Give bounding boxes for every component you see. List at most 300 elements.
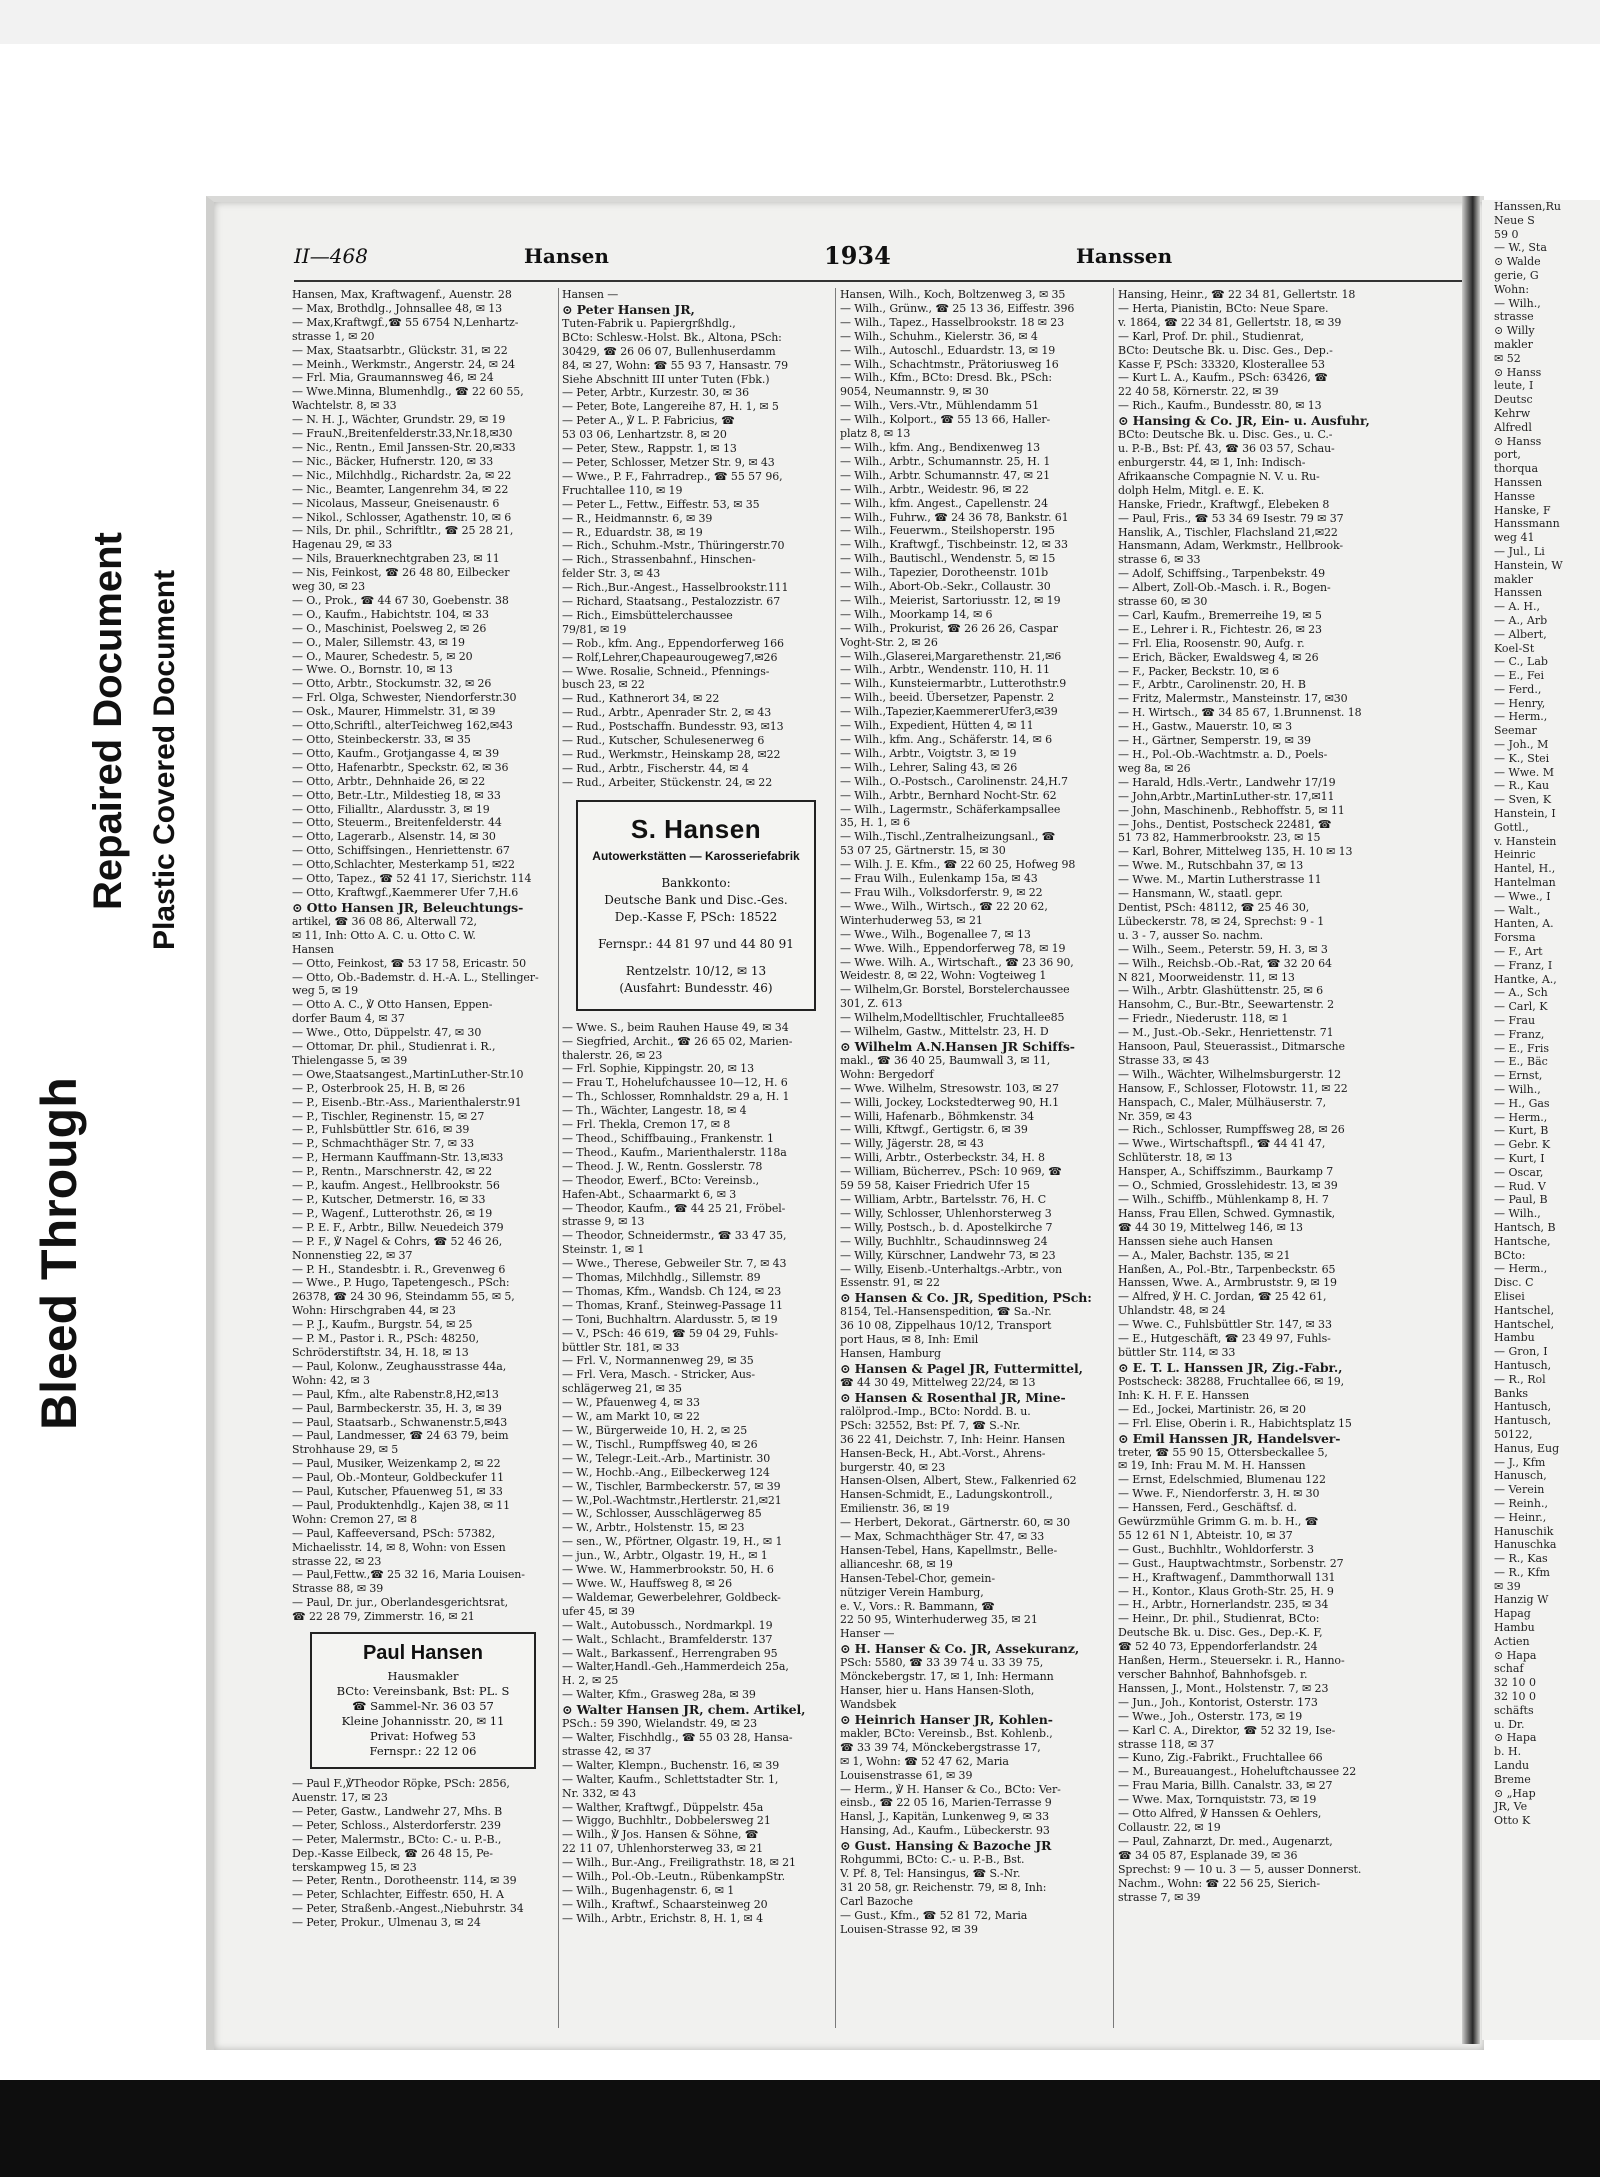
fragment-line: ⊙ Hanss (1494, 434, 1542, 448)
fragment-line: — Paul, B (1494, 1193, 1548, 1207)
directory-entry: — Nic., Milchhdlg., Richardstr. 2a, ✉ 22 (292, 468, 512, 482)
directory-entry: — P. F., ℣ Nagel & Cohrs, ☎ 52 46 26, (292, 1234, 503, 1248)
fragment-line: port, (1494, 448, 1521, 462)
directory-entry: u. P.-B., Bst: Pf. 43, ☎ 36 03 57, Schau- (1118, 442, 1335, 456)
fragment-line: — Gron, I (1494, 1345, 1548, 1359)
directory-entry: Wohn: 42, ✉ 3 (292, 1373, 370, 1387)
fragment-line: Koel-St (1494, 641, 1535, 655)
label-plastic-covered-document: Plastic Covered Document (148, 569, 181, 950)
directory-entry: Nr. 332, ✉ 43 (562, 1786, 637, 1800)
directory-entry: Hanßen, Herm., Steuersekr. i. R., Hanno- (1118, 1654, 1345, 1668)
directory-entry: — Wwe. W., Hammerbrookstr. 50, H. 6 (562, 1563, 774, 1577)
label-bleed-through: Bleed Through (31, 1077, 87, 1430)
directory-entry: — Theod. J. W., Rentn. Gosslerstr. 78 (562, 1159, 763, 1173)
fragment-line: Hanstein, I (1494, 807, 1556, 821)
directory-entry: Hanssen, Wwe. A., Armbruststr. 9, ✉ 19 (1118, 1276, 1337, 1290)
ad-line: Dep.-Kasse F, PSch: 18522 (614, 909, 778, 924)
directory-entry: — P. E. F., Arbtr., Billw. Neuedeich 379 (292, 1220, 504, 1234)
directory-entry: ⊙ Hansen & Co. JR, Spedition, PSch: (840, 1290, 1092, 1306)
directory-entry: — Willy, Postsch., b. d. Apostelkirche 7 (840, 1220, 1053, 1234)
directory-entry: — N. H. J., Wächter, Grundstr. 29, ✉ 19 (292, 413, 506, 427)
fragment-line: Alfredl (1494, 420, 1532, 434)
directory-entry: BCto: Deutsche Bk. u. Disc. Ges., u. C.- (1118, 428, 1333, 442)
fragment-line: — Gebr. K (1494, 1138, 1551, 1152)
fragment-line: gerie, G (1494, 268, 1539, 282)
directory-entry: — Frl. V., Normannenweg 29, ✉ 35 (562, 1354, 754, 1368)
directory-entry: — Otto, Kraftwgf.,Kaemmerer Ufer 7,H.6 (292, 885, 519, 899)
directory-entry: — Thomas, Kfm., Wandsb. Ch 124, ✉ 23 (562, 1284, 782, 1298)
directory-entry: 22 50 95, Winterhuderweg 35, ✉ 21 (840, 1613, 1038, 1627)
directory-entry: — R., Heidmannstr. 6, ✉ 39 (562, 511, 713, 525)
ad-line: Bankkonto: (661, 875, 731, 890)
directory-entry: — Otto, Kaufm., Grotjangasse 4, ✉ 39 (292, 746, 499, 760)
fragment-line: Elisei (1494, 1289, 1525, 1303)
fragment-line: ⊙ Walde (1494, 255, 1541, 269)
directory-entry: — Wwe. M., Rutschbahn 37, ✉ 13 (1118, 859, 1304, 873)
directory-entry: PSch: 5580, ☎ 33 39 74 u. 33 39 75, (840, 1656, 1044, 1670)
directory-entry: — Wilh., ℣ Jos. Hansen & Söhne, ☎ (562, 1828, 759, 1842)
directory-entry: — Max, Brothdlg., Johnsallee 48, ✉ 13 (292, 301, 503, 315)
directory-entry: strasse 42, ✉ 37 (562, 1744, 652, 1758)
fragment-line: Hantsche, (1494, 1234, 1551, 1248)
directory-entry: — W.,Pol.-Wachtmstr.,Hertlerstr. 21,✉21 (562, 1493, 782, 1507)
fragment-line: — A., Arb (1494, 613, 1548, 627)
directory-entry: — Osk., Maurer, Himmelstr. 31, ✉ 39 (292, 705, 496, 719)
fragment-line: — A., Sch (1494, 986, 1548, 1000)
directory-entry: — Otto, Filialltr., Alardusstr. 3, ✉ 19 (292, 802, 490, 816)
fragment-line: Hanusch, (1494, 1469, 1547, 1483)
fragment-line: Hantusch, (1494, 1400, 1552, 1414)
right-keyword: Hanssen (1076, 244, 1173, 268)
directory-entry: — Karl, Bohrer, Mittelweg 135, H. 10 ✉ 13 (1118, 845, 1353, 859)
directory-entry: felder Str. 3, ✉ 43 (562, 567, 661, 581)
fragment-line: — Carl, K (1494, 1000, 1548, 1014)
directory-entry: Hanser, hier u. Hans Hansen-Sloth, (840, 1684, 1035, 1698)
directory-entry: — Nic., Bäcker, Hufnerstr. 120, ✉ 33 (292, 454, 494, 468)
directory-entry: — Otto, Lagerarb., Alsenstr. 14, ✉ 30 (292, 830, 496, 844)
directory-entry: — H., Arbtr., Hornerlandstr. 235, ✉ 34 (1118, 1598, 1329, 1612)
directory-entry: — Rich., Schuhm.-Mstr., Thüringerstr.70 (562, 539, 785, 553)
directory-entry: — Wilh., Pol.-Ob.-Leutn., RübenkampStr. (562, 1870, 785, 1884)
directory-entry: — Max,Kraftwgf.,☎ 55 6754 N,Lenhartz- (292, 315, 519, 329)
directory-entry: — Wilh., Moorkamp 14, ✉ 6 (840, 607, 993, 621)
directory-entry: — Wilh., kfm. Ang., Bendixenweg 13 (840, 440, 1041, 454)
directory-page (206, 196, 1484, 2050)
directory-entry: 51 73 82, Hammerbrookstr. 23, ✉ 15 (1118, 831, 1321, 845)
fragment-line: — K., Stei (1494, 751, 1550, 765)
directory-entry: — Rich.,Bur.-Angest., Hasselbrookstr.111 (562, 581, 789, 595)
directory-entry: strasse 22, ✉ 23 (292, 1554, 382, 1568)
directory-entry: ⊙ Gust. Hansing & Bazoche JR (840, 1838, 1052, 1854)
directory-entry: Kasse F, PSch: 33320, Klosterallee 53 (1118, 357, 1325, 371)
directory-entry: ☎ 22 28 79, Zimmerstr. 16, ✉ 21 (292, 1610, 475, 1624)
directory-entry: — Walther, Kraftwgf., Düppelstr. 45a (562, 1800, 764, 1814)
fragment-line: — Wilh., (1494, 1083, 1541, 1096)
directory-entry: — Wilh., Bur.-Ang., Freiligrathstr. 18, ✉ 21 (562, 1856, 796, 1870)
directory-entry: — Wwe., Wirtschaftspfl., ☎ 44 41 47, (1118, 1137, 1326, 1151)
directory-entry: ✉ 11, Inh: Otto A. C. u. Otto C. W. (292, 928, 476, 942)
fragment-line: u. Dr. (1494, 1717, 1525, 1731)
directory-entry: — Wilh., Lehrer, Saling 43, ✉ 26 (840, 760, 1018, 774)
directory-entry: ☎ 52 40 73, Eppendorferlandstr. 24 (1118, 1640, 1318, 1654)
ad-line (588, 926, 804, 936)
directory-entry: — Wiggo, Buchhltr., Dobbelersweg 21 (562, 1814, 771, 1828)
directory-entry: weg 8a, ✉ 26 (1118, 761, 1191, 775)
fragment-line: Hanssen (1494, 475, 1543, 489)
directory-entry: — Peter, Schloss., Alsterdorferstr. 239 (292, 1818, 501, 1832)
directory-entry: — Herta, Pianistin, BCto: Neue Spare. (1118, 301, 1329, 315)
directory-entry: — Otto, Tapez., ☎ 52 41 17, Sierichstr. 114 (292, 872, 532, 886)
directory-year: 1934 (824, 241, 891, 270)
directory-entry: — Wilh., beeid. Übersetzer, Papenstr. 2 (840, 691, 1055, 705)
directory-entry: — Walter, Kaufm., Schlettstadter Str. 1, (562, 1772, 779, 1786)
directory-entry: — Max, Staatsarbtr., Glückstr. 31, ✉ 22 (292, 343, 508, 357)
fragment-line: Disc. C (1494, 1276, 1534, 1290)
directory-entry: 59 59 58, Kaiser Friedrich Ufer 15 (840, 1179, 1030, 1193)
directory-entry: ⊙ Hansen & Rosenthal JR, Mine- (840, 1389, 1066, 1405)
directory-entry: Wachtelstr. 8, ✉ 33 (292, 399, 397, 413)
directory-entry: — Frl. Thekla, Cremon 17, ✉ 8 (562, 1118, 731, 1132)
fragment-line: — R., Rol (1494, 1372, 1546, 1386)
directory-entry: — Theodor, Kaufm., ☎ 44 25 21, Fröbel- (562, 1201, 786, 1215)
fragment-line: Banks (1494, 1386, 1529, 1400)
ad-line: Fernspr.: 22 12 06 (369, 1744, 477, 1759)
ad-line: (Ausfahrt: Bundesstr. 46) (619, 980, 773, 995)
directory-entry: — Frl. Elia, Roosenstr. 90, Aufg. r. (1118, 636, 1305, 650)
directory-entry: — W., Hochb.-Ang., Eilbeckerweg 124 (562, 1465, 770, 1479)
fragment-line: Hansse (1494, 489, 1536, 503)
directory-entry: Schröderstiftstr. 34, H. 18, ✉ 13 (292, 1345, 469, 1359)
directory-entry: — Wilh., Grünw., ☎ 25 13 36, Eiffestr. 396 (840, 301, 1075, 315)
directory-entry: — Wilh., Prokurist, ☎ 26 26 26, Caspar (840, 621, 1058, 635)
fragment-line: Hanssen,Ru (1494, 200, 1561, 213)
directory-entry: — Wilh., Meierist, Sartoriusstr. 12, ✉ 19 (840, 593, 1061, 607)
fragment-line: ✉ 52 (1494, 351, 1521, 365)
fragment-line: — Herm., (1494, 1262, 1548, 1276)
directory-entry: — Max, Schmachthäger Str. 47, ✉ 33 (840, 1530, 1045, 1544)
fragment-line: Hanzig W (1494, 1593, 1549, 1607)
directory-entry: e. V., Vors.: R. Bammann, ☎ (840, 1599, 995, 1613)
fragment-line: — Wwe. M (1494, 765, 1554, 779)
ad-line: ☎ Sammel-Nr. 36 03 57 (352, 1699, 494, 1714)
fragment-line: — Oscar, (1494, 1165, 1544, 1179)
directory-entry: — Richard, Staatsang., Pestalozzistr. 67 (562, 595, 781, 609)
directory-entry: — Wilh., Abort-Ob.-Sekr., Collaustr. 30 (840, 580, 1051, 594)
directory-entry: Hansl, J., Kapitän, Lunkenweg 9, ✉ 33 (840, 1810, 1050, 1824)
directory-entry: — Peter, Stew., Rappstr. 1, ✉ 13 (562, 442, 737, 456)
directory-entry: — Willi, Jockey, Lockstedterweg 90, H.1 (840, 1095, 1059, 1109)
fragment-line: — Henry, (1494, 696, 1546, 710)
directory-entry: — Paul, Musiker, Weizenkamp 2, ✉ 22 (292, 1457, 501, 1471)
directory-entry: — Otto, Steinbeckerstr. 33, ✉ 35 (292, 733, 471, 746)
directory-entry: ☎ 44 30 49, Mittelweg 22/24, ✉ 13 (840, 1375, 1036, 1389)
directory-entry: — Wwe. W., Hauffsweg 8, ✉ 26 (562, 1576, 732, 1590)
directory-entry: — Willy, Eisenb.-Unterhaltgs.-Arbtr., von (840, 1262, 1063, 1276)
directory-entry: Hanser — (840, 1627, 895, 1641)
directory-entry: — Karl C. A., Direktor, ☎ 52 32 19, Ise- (1118, 1723, 1336, 1737)
directory-entry: — E., Lehrer i. R., Fichtestr. 26, ✉ 23 (1118, 622, 1322, 636)
directory-entry: — Wwe. O., Bornstr. 10, ✉ 13 (292, 663, 453, 677)
directory-entry: — Wwe., P. F., Fahrradrep., ☎ 55 57 96, (562, 469, 783, 483)
directory-entry: — Paul,Fettw.,☎ 25 32 16, Maria Louisen- (292, 1568, 525, 1582)
directory-entry: port Haus, ✉ 8, Inh: Emil (840, 1333, 979, 1347)
fragment-line: Actien (1494, 1634, 1530, 1648)
s-hansen-ad-title: S. Hansen (630, 813, 762, 844)
fragment-line: — Wilh., (1494, 1207, 1541, 1221)
label-repaired-document: Repaired Document (86, 532, 130, 910)
directory-entry: — Wilh.,Tapezier,KaemmererUfer3,✉39 (840, 705, 1058, 719)
directory-entry: — W., Tischler, Barmbeckerstr. 57, ✉ 39 (562, 1479, 781, 1493)
directory-entry: — Otto,Schriftl., alterTeichweg 162,✉43 (292, 719, 513, 733)
directory-entry: — Willi, Arbtr., Osterbeckstr. 34, H. 8 (840, 1151, 1045, 1165)
directory-entry: — Frau T., Hohelufchaussee 10—12, H. 6 (562, 1076, 788, 1090)
fragment-line: ✉ 39 (1494, 1579, 1521, 1593)
directory-entry: — Wilh., Kolport., ☎ 55 13 66, Haller- (840, 413, 1051, 427)
directory-entry: — Gust., Hauptwachtmstr., Sorbenstr. 27 (1118, 1556, 1344, 1570)
fragment-line: — Franz, I (1494, 958, 1553, 972)
directory-entry: — Wilh., Tapezier, Dorotheenstr. 101b (840, 566, 1049, 580)
directory-entry: — Paul, Produktenhdlg., Kajen 38, ✉ 11 (292, 1498, 510, 1512)
directory-entry: — Peter, Prokur., Ulmenau 3, ✉ 24 (292, 1916, 481, 1930)
directory-entry: — H., Pol.-Ob.-Wachtmstr. a. D., Poels- (1118, 748, 1328, 761)
directory-entry: — Paul, Zahnarzt, Dr. med., Augenarzt, (1118, 1834, 1333, 1848)
directory-entry: Dentist, PSch: 48112, ☎ 25 46 30, (1118, 900, 1310, 914)
fragment-line: — Frau (1494, 1014, 1536, 1028)
directory-entry: — Wilh., Bautischl., Wendenstr. 5, ✉ 15 (840, 552, 1056, 566)
directory-entry: Gewürzmühle Grimm G. m. b. H., ☎ (1118, 1515, 1319, 1529)
directory-entry: Lübeckerstr. 78, ✉ 24, Sprechst: 9 - 1 (1118, 914, 1325, 928)
directory-entry: ⊙ Hansing & Co. JR, Ein- u. Ausfuhr, (1118, 413, 1370, 429)
directory-entry: — Rud., Arbeiter, Stückenstr. 24, ✉ 22 (562, 775, 773, 789)
directory-entry: — Willi, Kftwgf., Gertigstr. 6, ✉ 39 (840, 1123, 1028, 1137)
directory-entry: — P., Wagenf., Lutterothstr. 26, ✉ 19 (292, 1206, 493, 1220)
directory-entry: Hansen-Olsen, Albert, Stew., Falkenried 62 (840, 1474, 1077, 1488)
directory-entry: — P., Fuhlsbüttler Str. 616, ✉ 39 (292, 1123, 470, 1137)
fragment-line: weg 41 (1494, 531, 1535, 545)
directory-entry: — Nikol., Schlosser, Agathenstr. 10, ✉ 6 (292, 510, 512, 524)
directory-entry: — Theod., Kaufm., Marienthalerstr. 118a (562, 1145, 787, 1159)
directory-entry: — John, Maschinenb., Rebhoffstr. 5, ✉ 11 (1118, 803, 1345, 817)
directory-entry: — Peter, Rentn., Dorotheenstr. 114, ✉ 39 (292, 1874, 517, 1888)
directory-entry: — Wilh., Schachtmstr., Prätoriusweg 16 (840, 357, 1059, 371)
directory-entry: Hansen, Wilh., Koch, Boltzenweg 3, ✉ 35 (840, 288, 1066, 301)
directory-entry: — Heinr., Dr. phil., Studienrat, BCto: (1118, 1612, 1320, 1626)
directory-entry: Hansing, Ad., Kaufm., Lübeckerstr. 93 (840, 1824, 1050, 1838)
directory-entry: — Wwe. Wilh. A., Wirtschaft., ☎ 23 36 90, (840, 955, 1074, 969)
directory-entry: — Paul, Barmbeckerstr. 35, H. 3, ✉ 39 (292, 1401, 502, 1415)
scanner-band-bottom (0, 2080, 1600, 2177)
fragment-line: — Ernst, (1494, 1069, 1543, 1083)
directory-entry: — Walt., Barkassenf., Herrengraben 95 (562, 1646, 778, 1660)
directory-entry: Deutsche Bk. u. Disc. Ges., Dep.-K. F, (1118, 1626, 1323, 1640)
directory-entry: — Herm., ℣ H. Hanser & Co., BCto: Ver- (840, 1782, 1061, 1796)
directory-entry: — Jun., Joh., Kontorist, Osterstr. 173 (1118, 1695, 1318, 1709)
directory-entry: — Wilhelm,Modelltischler, Fruchtallee85 (840, 1011, 1065, 1025)
directory-entry: — Wilh., kfm. Ang., Schäferstr. 14, ✉ 6 (840, 733, 1053, 746)
directory-entry: — Waldemar, Gewerbelehrer, Goldbeck- (562, 1590, 781, 1604)
directory-entry: — Wwe. M., Martin Lutherstrasse 11 (1118, 873, 1322, 887)
fragment-line: BCto: (1494, 1248, 1526, 1262)
fragment-line: strasse (1494, 310, 1534, 324)
directory-entry: — Frau Maria, Billh. Canalstr. 33, ✉ 27 (1118, 1779, 1333, 1793)
fragment-line: — H., Gas (1494, 1096, 1550, 1110)
directory-entry: — W., Arbtr., Holstenstr. 15, ✉ 23 (562, 1521, 745, 1535)
fragment-line: — E., Fris (1494, 1041, 1550, 1055)
directory-entry: Nonnenstieg 22, ✉ 37 (292, 1248, 413, 1262)
fragment-line: Hanske, F (1494, 503, 1551, 517)
directory-entry: ☎ 44 30 19, Mittelweg 146, ✉ 13 (1118, 1220, 1303, 1234)
directory-entry: — W., Bürgerweide 10, H. 2, ✉ 25 (562, 1424, 748, 1437)
directory-entry: ufer 45, ✉ 39 (562, 1604, 635, 1618)
directory-entry: — Wilh., Bugenhagenstr. 6, ✉ 1 (562, 1884, 735, 1897)
ad-line: Kleine Johannisstr. 20, ✉ 11 (341, 1714, 505, 1729)
directory-entry: — Paul, Ob.-Monteur, Goldbeckufer 11 (292, 1471, 505, 1485)
directory-entry: — Peter L., Fettw., Eiffestr. 53, ✉ 35 (562, 497, 760, 511)
fragment-line: Hantke, A., (1494, 972, 1557, 986)
directory-entry: — Otto,Schlachter, Mesterkamp 51, ✉22 (292, 858, 515, 872)
directory-entry: 9054, Neumannstr. 9, ✉ 30 (840, 385, 989, 399)
directory-entry: — Otto Alfred, ℣ Hanssen & Oehlers, (1118, 1807, 1322, 1821)
directory-entry: — Fritz, Malermstr., Mansteinstr. 17, ✉30 (1118, 692, 1348, 706)
directory-entry: — Wwe. S., beim Rauhen Hause 49, ✉ 34 (562, 1020, 789, 1034)
fragment-line: Hantelman (1494, 876, 1556, 890)
directory-entry: — Wwe., Wilh., Bogenallee 7, ✉ 13 (840, 927, 1031, 941)
directory-entry: — Paul, Kfm., alte Rabenstr.8,H2,✉13 (292, 1387, 499, 1401)
ad-line: Deutsche Bank und Disc.-Ges. (604, 892, 788, 907)
directory-entry: — Rud., Arbtr., Fischerstr. 44, ✉ 4 (562, 761, 749, 775)
fragment-line: JR, Ve (1494, 1800, 1528, 1814)
directory-entry: — Thomas, Kranf., Steinweg-Passage 11 (562, 1298, 783, 1312)
directory-entry: — Friedr., Niederustr. 118, ✉ 1 (1118, 1012, 1289, 1026)
directory-entry: Michaelisstr. 14, ✉ 8, Wohn: von Essen (292, 1540, 506, 1554)
directory-entry: — Paul, Staatsarb., Schwanenstr.5,✉43 (292, 1415, 508, 1429)
directory-entry: büttler Str. 181, ✉ 33 (562, 1340, 680, 1354)
directory-entry: — Wilh., kfm. Angest., Capellenstr. 24 (840, 496, 1048, 510)
ad-line: Privat: Hofweg 53 (370, 1729, 476, 1744)
directory-entry: — Willy, Jägerstr. 28, ✉ 43 (840, 1137, 984, 1151)
directory-entry: — Wilh.,Glaserei,Margarethenstr. 21,✉6 (840, 649, 1062, 663)
fragment-line: Hantschel, (1494, 1303, 1555, 1317)
directory-entry: — Wilh., Autoschl., Eduardstr. 13, ✉ 19 (840, 343, 1056, 357)
directory-entry: — Siegfried, Archit., ☎ 26 65 02, Marien- (562, 1034, 793, 1048)
directory-entry: 84, ✉ 27, Wohn: ☎ 55 93 7, Hansastr. 79 (562, 358, 789, 372)
ad-line: Fernspr.: 44 81 97 und 44 80 91 (598, 936, 794, 951)
fragment-line: 59 0 (1494, 227, 1519, 241)
directory-entry: — Th., Schlosser, Romnhaldstr. 29 a, H. 1 (562, 1090, 790, 1104)
directory-entry: — M., Just.-Ob.-Sekr., Henriettenstr. 71 (1118, 1026, 1334, 1040)
fragment-line: — C., Lab (1494, 655, 1548, 669)
directory-entry: 8154, Tel.-Hansenspedition, ☎ Sa.-Nr. (840, 1305, 1052, 1319)
directory-entry: — William, Bücherrev., PSch: 10 969, ☎ (840, 1165, 1062, 1179)
directory-entry: — Wwe. Max, Tornquiststr. 73, ✉ 19 (1118, 1793, 1317, 1807)
directory-entry: — V., PSch: 46 619, ☎ 59 04 29, Fuhls- (562, 1326, 778, 1340)
directory-entry: — Nis, Feinkost, ☎ 26 48 80, Eilbecker (292, 566, 510, 580)
book-spine (1462, 196, 1480, 2044)
directory-entry: ⊙ Wilhelm A.N.Hansen JR Schiffs- (840, 1038, 1075, 1054)
directory-entry: 55 12 61 N 1, Abteistr. 10, ✉ 37 (1118, 1528, 1293, 1542)
fragment-line: Hambu (1494, 1331, 1535, 1345)
directory-entry: — Peter, Malermstr., BCto: C.- u. P.-B., (292, 1832, 502, 1846)
directory-entry: 79/81, ✉ 19 (562, 622, 627, 636)
fragment-line: — Rud. V (1494, 1179, 1546, 1193)
directory-entry: Essenstr. 91, ✉ 22 (840, 1276, 940, 1290)
column-3 (840, 288, 1108, 2028)
directory-entry: — Nic., Rentn., Emil Janssen-Str. 20,✉33 (292, 440, 516, 454)
fragment-line: Deutsc (1494, 393, 1533, 407)
directory-entry: — P., Schmachthäger Str. 7, ✉ 33 (292, 1137, 475, 1151)
directory-entry: Hanssen siehe auch Hansen (1118, 1234, 1273, 1248)
directory-entry: — Carl, Kaufm., Bremerreihe 19, ✉ 5 (1118, 608, 1322, 622)
directory-entry: — Wilh., O.-Postsch., Carolinenstr. 24,H.7 (840, 774, 1068, 788)
fragment-line: — J., Kfm (1494, 1455, 1546, 1469)
directory-entry: — F., Packer, Beckstr. 10, ✉ 6 (1118, 664, 1279, 678)
directory-entry: Hanßen, A., Pol.-Btr., Tarpenbeckstr. 65 (1118, 1262, 1336, 1276)
directory-entry: — Peter, Schlachter, Eiffestr. 650, H. A (292, 1888, 504, 1902)
directory-entry: — Wilh., Feuerwm., Steilshoperstr. 195 (840, 524, 1055, 538)
directory-entry: — P., Kutscher, Detmerstr. 16, ✉ 33 (292, 1193, 486, 1206)
fragment-line: Wohn: (1494, 282, 1530, 296)
fragment-line: — R., Kau (1494, 779, 1550, 793)
fragment-line: — Franz, (1494, 1027, 1545, 1041)
fragment-line: — E., Fei (1494, 669, 1545, 683)
directory-entry: — H., Gärtner, Semperstr. 19, ✉ 39 (1118, 734, 1311, 748)
directory-entry: — FrauN.,Breitenfelderstr.33,Nr.18,✉30 (292, 427, 513, 441)
directory-entry: — Rud., Arbtr., Apenrader Str. 2, ✉ 43 (562, 706, 772, 720)
directory-entry: — Willy, Kürschner, Landwehr 73, ✉ 23 (840, 1248, 1056, 1262)
directory-entry: Hagenau 29, ✉ 33 (292, 538, 393, 552)
directory-entry: burgerstr. 40, ✉ 23 (840, 1460, 946, 1474)
fragment-line: Hapag (1494, 1607, 1531, 1621)
fragment-line: Hantel, H., (1494, 862, 1556, 876)
fragment-line: — Albert, (1494, 627, 1547, 641)
fragment-line: ⊙ Hapa (1494, 1731, 1537, 1745)
directory-entry: Uhlandstr. 48, ✉ 24 (1118, 1304, 1226, 1318)
directory-entry: — Wwe., Joh., Osterstr. 173, ✉ 19 (1118, 1709, 1303, 1723)
fragment-line: — Wilh., (1494, 296, 1541, 310)
directory-entry: — Nic., Beamter, Langenrehm 34, ✉ 22 (292, 482, 509, 496)
fragment-line: ⊙ Willy (1494, 324, 1535, 338)
directory-entry: 22 11 07, Uhlenhorsterweg 33, ✉ 21 (562, 1842, 764, 1856)
directory-entry: — Paul, Fris., ☎ 53 34 69 Isestr. 79 ✉ 37 (1118, 511, 1344, 525)
directory-entry: — Otto, Hafenarbtr., Speckstr. 62, ✉ 36 (292, 760, 509, 774)
fragment-line: Hantsch, B (1494, 1220, 1556, 1234)
directory-entry: 35, H. 1, ✉ 6 (840, 816, 910, 830)
directory-entry: makl., ☎ 36 40 25, Baumwall 3, ✉ 11, (840, 1053, 1051, 1067)
directory-entry: — Peter A., ℣ L. P. Fabricius, ☎ (562, 414, 735, 428)
directory-entry: — Frl. Sophie, Kippingstr. 20, ✉ 13 (562, 1062, 754, 1076)
directory-entry: Tuten-Fabrik u. Papiergrßhdlg., (562, 316, 736, 330)
directory-entry: — Wilh., Arbtr., Bernhard Nocht-Str. 62 (840, 788, 1057, 802)
directory-entry: — E., Hutgeschäft, ☎ 23 49 97, Fuhls- (1118, 1332, 1331, 1346)
directory-entry: Louisen-Strasse 92, ✉ 39 (840, 1922, 978, 1936)
directory-entry: — H., Gastw., Mauerstr. 10, ✉ 3 (1118, 720, 1292, 734)
directory-entry: — Walter, Klempn., Buchenstr. 16, ✉ 39 (562, 1758, 780, 1772)
directory-entry: ⊙ Heinrich Hanser JR, Kohlen- (840, 1711, 1053, 1727)
directory-entry: Nachm., Wohn: ☎ 22 56 25, Sierich- (1118, 1876, 1320, 1890)
directory-entry: Hansen, Max, Kraftwagenf., Auenstr. 28 (292, 288, 512, 301)
directory-entry: weg 30, ✉ 23 (292, 580, 365, 594)
directory-entry: PSch: 32552, Bst: Pf. 7, ☎ S.-Nr. (840, 1418, 1021, 1432)
directory-entry: — Wwe. C., Fuhlsbüttler Str. 147, ✉ 33 (1118, 1318, 1332, 1332)
s-hansen-ad-subtitle: Autowerkstätten — Karosseriefabrik (592, 848, 800, 863)
directory-entry: — Otto, Schiffsingen., Henriettenstr. 67 (292, 844, 510, 858)
directory-entry: Voght-Str. 2, ✉ 26 (840, 635, 938, 649)
directory-entry: — Wilh., Seem., Peterstr. 59, H. 3, ✉ 3 (1118, 942, 1328, 956)
directory-entry: ⊙ Otto Hansen JR, Beleuchtungs- (292, 899, 524, 915)
fragment-line: — Kurt, B (1494, 1124, 1549, 1138)
directory-entry: — Albert, Zoll-Ob.-Masch. i. R., Bogen- (1118, 581, 1331, 595)
directory-entry: — Peter, Gastw., Landwehr 27, Mhs. B (292, 1804, 503, 1818)
